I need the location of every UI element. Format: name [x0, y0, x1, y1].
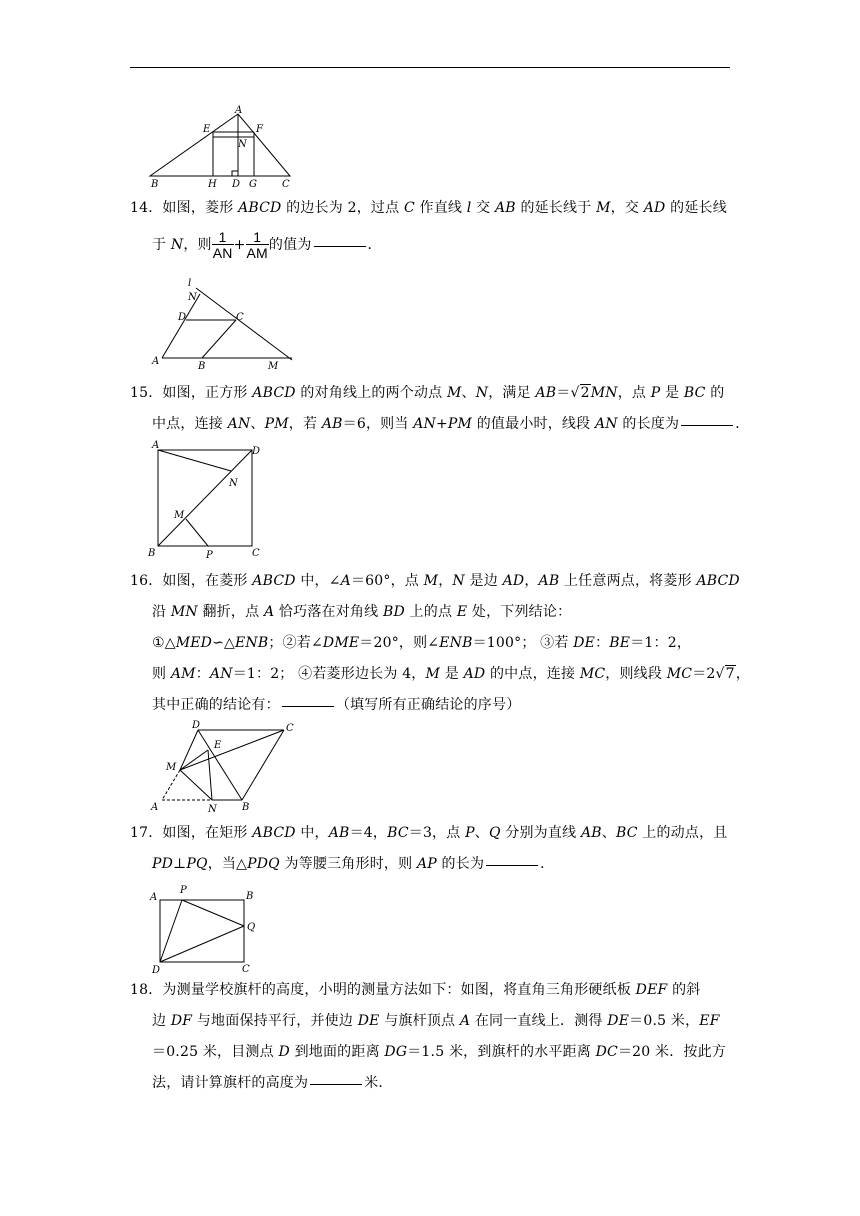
- label-D: D: [152, 965, 161, 976]
- label-C: C: [252, 548, 260, 559]
- question-18: 18．为测量学校旗杆的高度，小明的测量方法如下：如图，将直角三角形硬纸板 DEF 的斜 边 DF 与地面保持平行，并使边 DE 与旗杆顶点 A 在同一直线上．测得 DE＝0.5 米，EF ＝0.25 米，目测点 D 到地面的距离 DG＝1.5 米，到旗杆的水平距离 DC＝20 米．按此方 法，请计算旗杆的高度为 米．: [130, 982, 727, 1091]
- label-F: F: [256, 124, 263, 135]
- question-17: 17．如图，在矩形 ABCD 中，AB＝4，BC＝3，点 P、Q 分别为直线 AB、BC 上的动点，且 PD⊥PQ，当△PDQ 为等腰三角形时，则 AP 的长为 ．: [130, 825, 728, 872]
- label-P: P: [180, 885, 187, 896]
- segment-mp: [186, 519, 208, 546]
- label-H: H: [208, 179, 217, 190]
- segment-pd: [160, 900, 182, 962]
- segment-an: [158, 450, 231, 471]
- fraction-1-over-an: $\frac{1}{AN}$: [212, 229, 233, 261]
- label-C: C: [236, 312, 244, 323]
- header-rule: [130, 67, 730, 68]
- label-C: C: [286, 723, 294, 734]
- label-M: M: [166, 762, 177, 773]
- fraction-1-over-am: $\frac{1}{AM}$: [246, 229, 268, 261]
- segment-cb: [242, 730, 284, 800]
- label-E: E: [214, 740, 222, 751]
- label-A: A: [152, 440, 160, 451]
- figure-15: [146, 440, 266, 562]
- label-D: D: [192, 720, 201, 731]
- answer-blank-16: [282, 705, 334, 707]
- label-M: M: [268, 361, 279, 372]
- figure-14: [150, 280, 300, 372]
- answer-blank-18: [310, 1083, 362, 1085]
- label-D: D: [252, 446, 261, 457]
- label-Q: Q: [247, 922, 256, 933]
- segment-an: [162, 294, 200, 358]
- label-G: G: [249, 179, 257, 190]
- segment-dq: [160, 926, 244, 962]
- answer-blank-15: [681, 424, 733, 426]
- question-15: 15．如图，正方形 ABCD 的对角线上的两个动点 M、N，满足 AB＝√2MN，点 P 是 BC 的 中点，连接 AN、PM，若 AB＝6，则当 AN+PM 的值最小时，线段 AN 的长度为 ．: [130, 378, 735, 440]
- label-D: D: [232, 179, 241, 190]
- label-B: B: [148, 548, 156, 559]
- label-A: A: [150, 892, 158, 903]
- segment-am-dashed: [162, 770, 180, 800]
- segment-mn: [180, 770, 212, 800]
- figure-17: [146, 880, 276, 976]
- label-B: B: [198, 361, 206, 372]
- label-C: C: [282, 179, 290, 190]
- label-C: C: [242, 964, 250, 975]
- question-16: 16．如图，在菱形 ABCD 中，∠A＝60°，点 M，N 是边 AD，AB 上任意两点，将菱形 ABCD 沿 MN 翻折，点 A 恰巧落在对角线 BD 上的点 E 处，下列结论： ①△MED∽△ENB；②若∠DME＝20°，则∠ENB＝100°； ③若 DE：BE＝1：2， 则 AM：AN＝1：2； ④若菱形边长为 4，M 是 AD 的中点，连接 MC，则线段 MC＝2√7， 其中正确的结论有： （填写所有正确结论的序号）: [130, 573, 750, 713]
- figure-16: [146, 716, 306, 816]
- sqrt-7: √7: [715, 666, 735, 682]
- segment-pq: [182, 900, 244, 926]
- label-N: N: [188, 292, 197, 303]
- question-14: 14．如图，菱形 ABCD 的边长为 2，过点 C 作直线 l 交 AB 的延长线于 M，交 AD 的延长线 于 N，则 $\frac{1}{AN}$ + $\frac{1}{AM}$ 的值为 ．: [130, 200, 727, 261]
- triangle-abc: [150, 114, 290, 176]
- label-E: E: [203, 124, 211, 135]
- label-B: B: [151, 179, 159, 190]
- right-angle-mark: [232, 171, 238, 176]
- segment-cb: [202, 320, 236, 358]
- sqrt-2: √2: [570, 385, 590, 401]
- label-B: B: [242, 802, 250, 813]
- label-l: l: [188, 278, 192, 289]
- label-M: M: [174, 510, 185, 521]
- label-D: D: [178, 312, 187, 323]
- diagonal-bd: [158, 450, 252, 546]
- label-N: N: [229, 478, 238, 489]
- answer-blank-17: [486, 864, 538, 866]
- label-N: N: [238, 139, 247, 150]
- label-A: A: [235, 105, 243, 116]
- label-P: P: [206, 550, 213, 561]
- label-N: N: [208, 804, 217, 815]
- label-B: B: [246, 891, 254, 902]
- label-A: A: [152, 356, 160, 367]
- figure-13: [148, 104, 298, 190]
- label-A: A: [151, 802, 159, 813]
- answer-blank-14: [314, 245, 366, 247]
